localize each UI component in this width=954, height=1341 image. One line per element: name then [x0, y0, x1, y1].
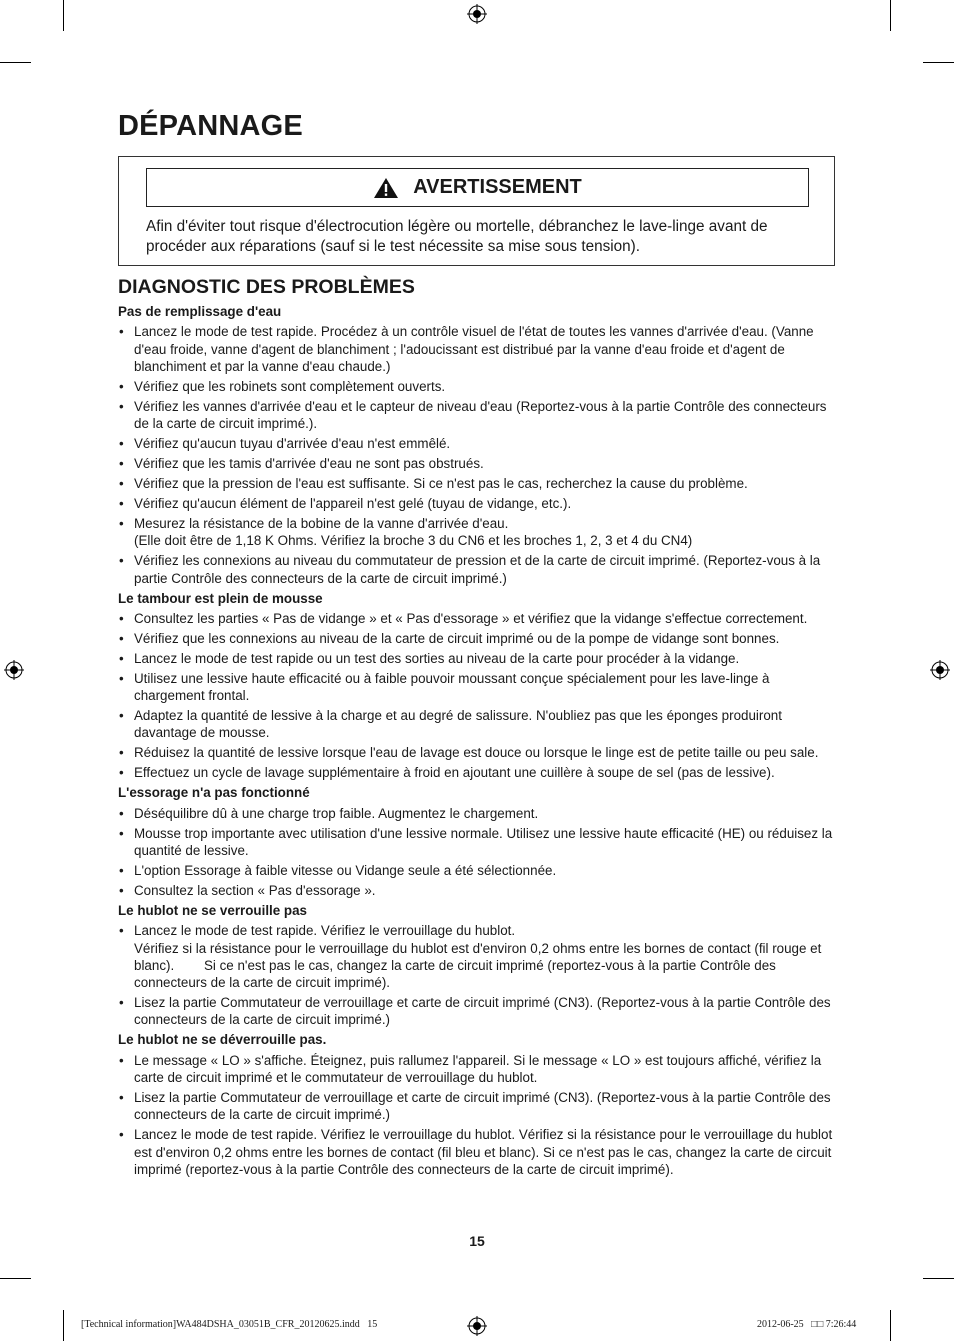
list-item-text: • Vérifiez qu'aucun élément de l'appareil n'est gelé (tuyau de vidange, etc.). [134, 496, 572, 512]
problem-heading: Le tambour est plein de mousse [118, 590, 323, 606]
list-item [118, 610, 840, 627]
list-item-text: • Le message « LO » s'affiche. Éteignez, puis rallumez l'appareil. Si le message « LO » est toujours affiché, vérifiez la carte de circuit imprimé et le commutateur de verrouillage du hublot. [134, 1052, 825, 1085]
list-item-text: • Effectuez un cycle de lavage supplémentaire à froid en ajoutant une cuillère à soupe de sel (pas de lessive). [134, 765, 775, 781]
list-item-text: • Lancez le mode de test rapide. Vérifiez le verrouillage du hublot. [134, 923, 516, 939]
list-item [118, 378, 840, 395]
list-item [118, 1089, 840, 1124]
list-item [118, 1052, 840, 1087]
page-title: DÉPANNAGE [118, 110, 303, 142]
list-item-text: • Vérifiez que la pression de l'eau est suffisante. Si ce n'est pas le cas, recherchez la cause du problème. [134, 476, 748, 492]
list-item [118, 805, 840, 822]
list-item-text: • Lisez la partie Commutateur de verrouillage et carte de circuit imprimé (CN3). (Reportez-vous à la partie Contrôle des connecteurs de la carte de circuit imprimé.) [134, 1089, 835, 1123]
list-item-text: • Vérifiez qu'aucun tuyau d'arrivée d'eau n'est emmêlé. [134, 436, 451, 452]
list-item-text: • Lancez le mode de test rapide. Procédez à un contrôle visuel de l'état de toutes les vannes d'arrivée d'eau. (Vanne d'eau froide, vanne d'agent de blanchiment ; l'adoucissant est distribué par la vanne d'eau froide et d'agent de blanchiment et par la vanne d'eau chaude.) [134, 324, 818, 374]
list-item-text: • Adaptez la quantité de lessive à la charge et au degré de salissure. N'oubliez pas que les éponges produiront davantage de mousse. [134, 708, 786, 741]
list-item-text: • Vérifiez que les robinets sont complètement ouverts. [134, 378, 446, 394]
list-item [118, 882, 840, 899]
crop-mark [890, 0, 891, 31]
warning-title: AVERTISSEMENT [413, 176, 582, 198]
problem-checklist [118, 922, 840, 1028]
warning-header [146, 168, 809, 207]
page-number: 15 [469, 1233, 485, 1249]
list-item-text: • Vérifiez les vannes d'arrivée d'eau et le capteur de niveau d'eau (Reportez-vous à la partie Contrôle des connecteurs de la carte de circuit imprimé.). [134, 398, 831, 432]
list-item [118, 922, 840, 991]
troubleshooting-list [118, 303, 840, 1181]
list-item-text: (Elle doit être de 1,18 K Ohms. Vérifiez la broche 3 du CN6 et les broches 1, 2, 3 et 4 du CN4) [134, 533, 693, 549]
list-item-text: • Réduisez la quantité de lessive lorsque l'eau de lavage est douce ou lorsque le linge est de petite taille ou peu sale. [134, 745, 819, 761]
registration-mark-icon [467, 1316, 487, 1336]
list-item-text: • L'option Essorage à faible vitesse ou Vidange seule a été sélectionnée. [134, 862, 557, 878]
crop-mark [923, 62, 954, 63]
section-title: DIAGNOSTIC DES PROBLÈMES [118, 276, 415, 298]
crop-mark [0, 1278, 31, 1279]
registration-mark-icon [467, 4, 487, 24]
list-item [118, 515, 840, 550]
list-item [118, 455, 840, 472]
list-item [118, 1126, 840, 1178]
list-item-text: • Déséquilibre dû à une charge trop faible. Augmentez le chargement. [134, 805, 539, 821]
list-item [118, 862, 840, 879]
problem-heading: Le hublot ne se verrouille pas [118, 902, 308, 918]
list-item-text: • Vérifiez que les connexions au niveau de la carte de circuit imprimé ou de la pompe de vidange sont bonnes. [134, 630, 780, 646]
list-item [118, 475, 840, 492]
list-item-text: • Consultez les parties « Pas de vidange » et « Pas d'essorage » et vérifiez que la vidange s'effectue correctement. [134, 610, 808, 626]
list-item [118, 552, 840, 587]
problem-checklist [118, 323, 840, 587]
crop-mark [63, 0, 64, 31]
problem-heading: Pas de remplissage d'eau [118, 304, 282, 319]
crop-mark [63, 1310, 64, 1341]
registration-mark-icon [4, 660, 24, 680]
list-item [118, 650, 840, 667]
warning-text: Afin d'éviter tout risque d'électrocution légère ou mortelle, débranchez le lave-linge avant de procéder aux réparations (sauf si le test nécessite sa mise sous tension). [146, 218, 768, 255]
list-item [118, 764, 840, 781]
list-item-text: • Consultez la section « Pas d'essorage ». [134, 882, 376, 898]
list-item [118, 435, 840, 452]
registration-mark-icon [930, 660, 950, 680]
list-item-text: • Utilisez une lessive haute efficacité ou à faible pouvoir moussant conçue spécialement pour les lave-linge à chargement frontal. [134, 670, 774, 704]
list-item [118, 707, 840, 742]
list-item-text: • Lisez la partie Commutateur de verrouillage et carte de circuit imprimé (CN3). (Reportez-vous à la partie Contrôle des connecteurs de la carte de circuit imprimé.) [134, 995, 835, 1028]
list-item-text: • Mesurez la résistance de la bobine de la vanne d'arrivée d'eau. [134, 516, 509, 532]
list-item [118, 670, 840, 705]
list-item [118, 495, 840, 512]
warning-box [118, 156, 835, 266]
crop-mark [0, 62, 31, 63]
list-item-text: • Lancez le mode de test rapide ou un test des sorties au niveau de la carte pour procéder à la vidange. [134, 650, 740, 666]
footer-file-info: [Technical information]WA484DSHA_03051B_CFR_20120625.indd 15 [81, 1319, 378, 1330]
list-item [118, 398, 840, 433]
list-item-text: • Lancez le mode de test rapide. Vérifiez le verrouillage du hublot. Vérifiez si la résistance pour le verrouillage du hublot est d'environ 0,2 ohms entre les bornes de contact (fil bleu et blanc). Si ce n'est pas le cas, changez la carte de circuit imprimé (reportez-vous à la partie Contrôle des connecteurs de la carte de circuit imprimé). [134, 1127, 836, 1177]
list-item-text: • Vérifiez que les tamis d'arrivée d'eau ne sont pas obstrués. [134, 456, 484, 472]
footer-timestamp: 2012-06-25 □□ 7:26:44 [757, 1319, 857, 1330]
warning-triangle-icon [373, 177, 399, 199]
crop-mark [890, 1310, 891, 1341]
list-item-text: • Vérifiez les connexions au niveau du commutateur de pression et de la carte de circuit imprimé. (Reportez-vous à la partie Contrôle des connecteurs de la carte de circuit imprimé.) [134, 553, 824, 586]
list-item [118, 323, 840, 375]
problem-checklist [118, 805, 840, 900]
problem-checklist [118, 1052, 840, 1178]
list-item-text: • Mousse trop importante avec utilisation d'une lessive normale. Utilisez une lessive haute efficacité (HE) ou réduisez la quantité de lessive. [134, 825, 836, 858]
list-item [118, 825, 840, 860]
list-item [118, 744, 840, 761]
list-item-text: Vérifiez si la résistance pour le verrouillage du hublot est d'environ 0,2 ohms entre les bornes de contact (fil rouge et blanc). Si ce n'est pas le cas, changez la carte de circuit imprimé (reportez-vous à la partie Contrôle des connecteurs de la carte de circuit imprimé). [134, 940, 826, 991]
list-item [118, 630, 840, 647]
crop-mark [923, 1278, 954, 1279]
problem-heading: Le hublot ne se déverrouille pas. [118, 1032, 327, 1048]
problem-heading: L'essorage n'a pas fonctionné [118, 785, 310, 801]
problem-checklist [118, 610, 840, 782]
list-item [118, 994, 840, 1029]
